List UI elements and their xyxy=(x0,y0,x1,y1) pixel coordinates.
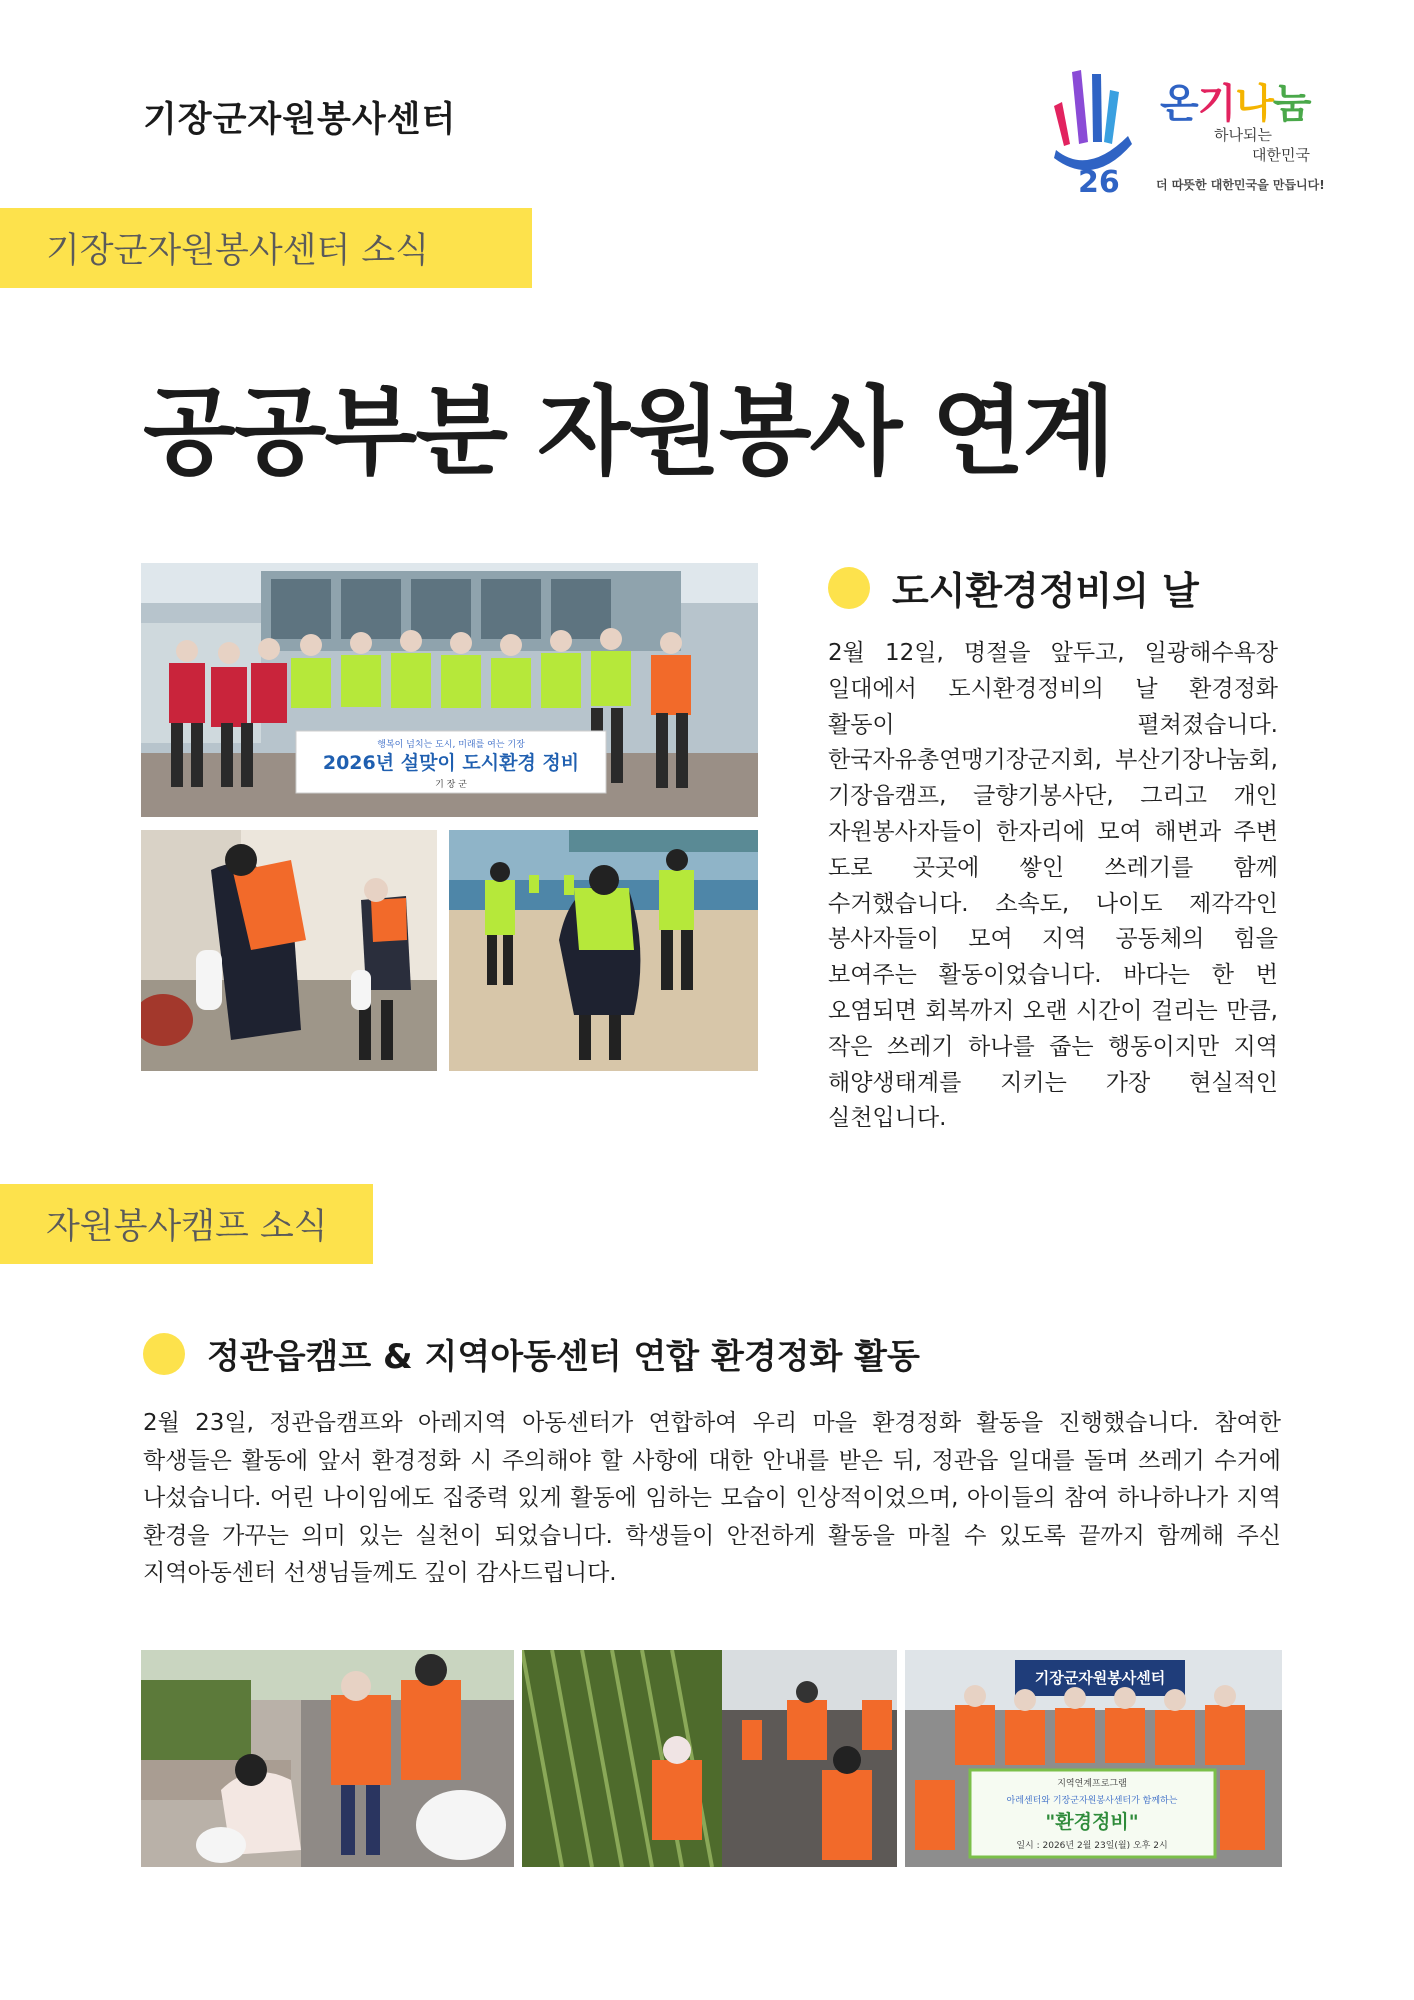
yellow-bullet-icon xyxy=(143,1333,185,1375)
section-label-center-news: 기장군자원봉사센터 소식 xyxy=(0,208,532,288)
page-title: 공공부분 자원봉사 연계 xyxy=(143,376,1114,488)
logo-sub-text-2: 대한민국 xyxy=(1252,146,1310,164)
svg-text:기장군자원봉사센터: 기장군자원봉사센터 xyxy=(1034,1669,1166,1687)
svg-text:2026년 설맞이 도시환경 정비: 2026년 설맞이 도시환경 정비 xyxy=(322,752,580,774)
svg-text:기 장 군: 기 장 군 xyxy=(435,780,467,790)
subheading-camp-activity: 정관읍캠프 & 지역아동센터 연합 환경정화 활동 xyxy=(143,1329,920,1378)
svg-text:지역연계프로그램: 지역연계프로그램 xyxy=(1057,1779,1127,1789)
yellow-bullet-icon xyxy=(828,567,870,609)
svg-text:아레센터와 기장군자원봉사센터가 함께하는: 아레센터와 기장군자원봉사센터가 함께하는 xyxy=(1006,1796,1178,1806)
org-name: 기장군자원봉사센터 xyxy=(143,100,457,140)
photo-children-cleanup-2 xyxy=(522,1650,897,1867)
logo-tagline: 더 따뜻한 대한민국을 만듭니다! xyxy=(1156,178,1325,192)
article-body-cleanup-day: 2월 12일, 명절을 앞두고, 일광해수욕장 일대에서 도시환경정비의 날 환경정화 활동이 펼쳐졌습니다. 한국자유총연맹기장군지회, 부산기장나눔회, 기장읍캠프, 글향기봉사단, 그리고 개인 자원봉사자들이 한자리에 모여 해변과 주변 도로 곳곳에 쌓인 쓰레기를 함께 수거했습니다. 소속도, 나이도 제각각인 봉사자들이 모여 지역 공동체의 힘을 보여주는 활동이었습니다. 바다는 한 번 오염되면 회복까지 오랜 시간이 걸리는 만큼, 작은 쓰레기 하나를 줍는 행동이지만 지역 해양생태계를 지키는 가장 현실적인 실천입니다. xyxy=(828,640,1278,1132)
article-body-camp-activity: 2월 23일, 정관읍캠프와 아레지역 아동센터가 연합하여 우리 마을 환경정화 활동을 진행했습니다. 참여한 학생들은 활동에 앞서 환경정화 시 주의해야 할 사항에 대한 안내를 받은 뒤, 정관읍 일대를 돌며 쓰레기 수거에 나섰습니다. 어린 나이임에도 집중력 있게 활동에 임하는 모습이 인상적이었으며, 아이들의 참여 하나하나가 지역 환경을 가꾸는 의미 있는 실천이 되었습니다. 학생들이 안전하게 활동을 마칠 수 있도록 끝까지 함께해 주신 지역아동센터 선생님들께도 깊이 감사드립니다. xyxy=(143,1410,1281,1586)
logo-main-text: 온기나눔 xyxy=(1160,81,1311,127)
subheading-cleanup-day: 도시환경정비의 날 xyxy=(828,560,1199,615)
svg-text:"환경정비": "환경정비" xyxy=(1045,1811,1139,1833)
photo-camp-group xyxy=(905,1650,1282,1867)
section-label-camp-news: 자원봉사캠프 소식 xyxy=(0,1184,373,1264)
svg-text:행복이 넘치는 도시, 미래를 여는 기장: 행복이 넘치는 도시, 미래를 여는 기장 xyxy=(377,740,525,750)
logo-number: 26 xyxy=(1078,165,1120,196)
volunteer-hand-logo xyxy=(1048,66,1138,196)
logo-sub-text-1: 하나되는 xyxy=(1214,126,1272,144)
photo-beach-cleanup xyxy=(449,830,758,1071)
photo-children-cleanup-1 xyxy=(141,1650,514,1867)
group-photo-cleanup-day xyxy=(141,563,758,817)
ongi-nanum-logo xyxy=(1156,64,1326,194)
photo-street-cleanup xyxy=(141,830,437,1071)
svg-text:일시 : 2026년 2월 23일(월) 오후 2시: 일시 : 2026년 2월 23일(월) 오후 2시 xyxy=(1016,1841,1168,1851)
